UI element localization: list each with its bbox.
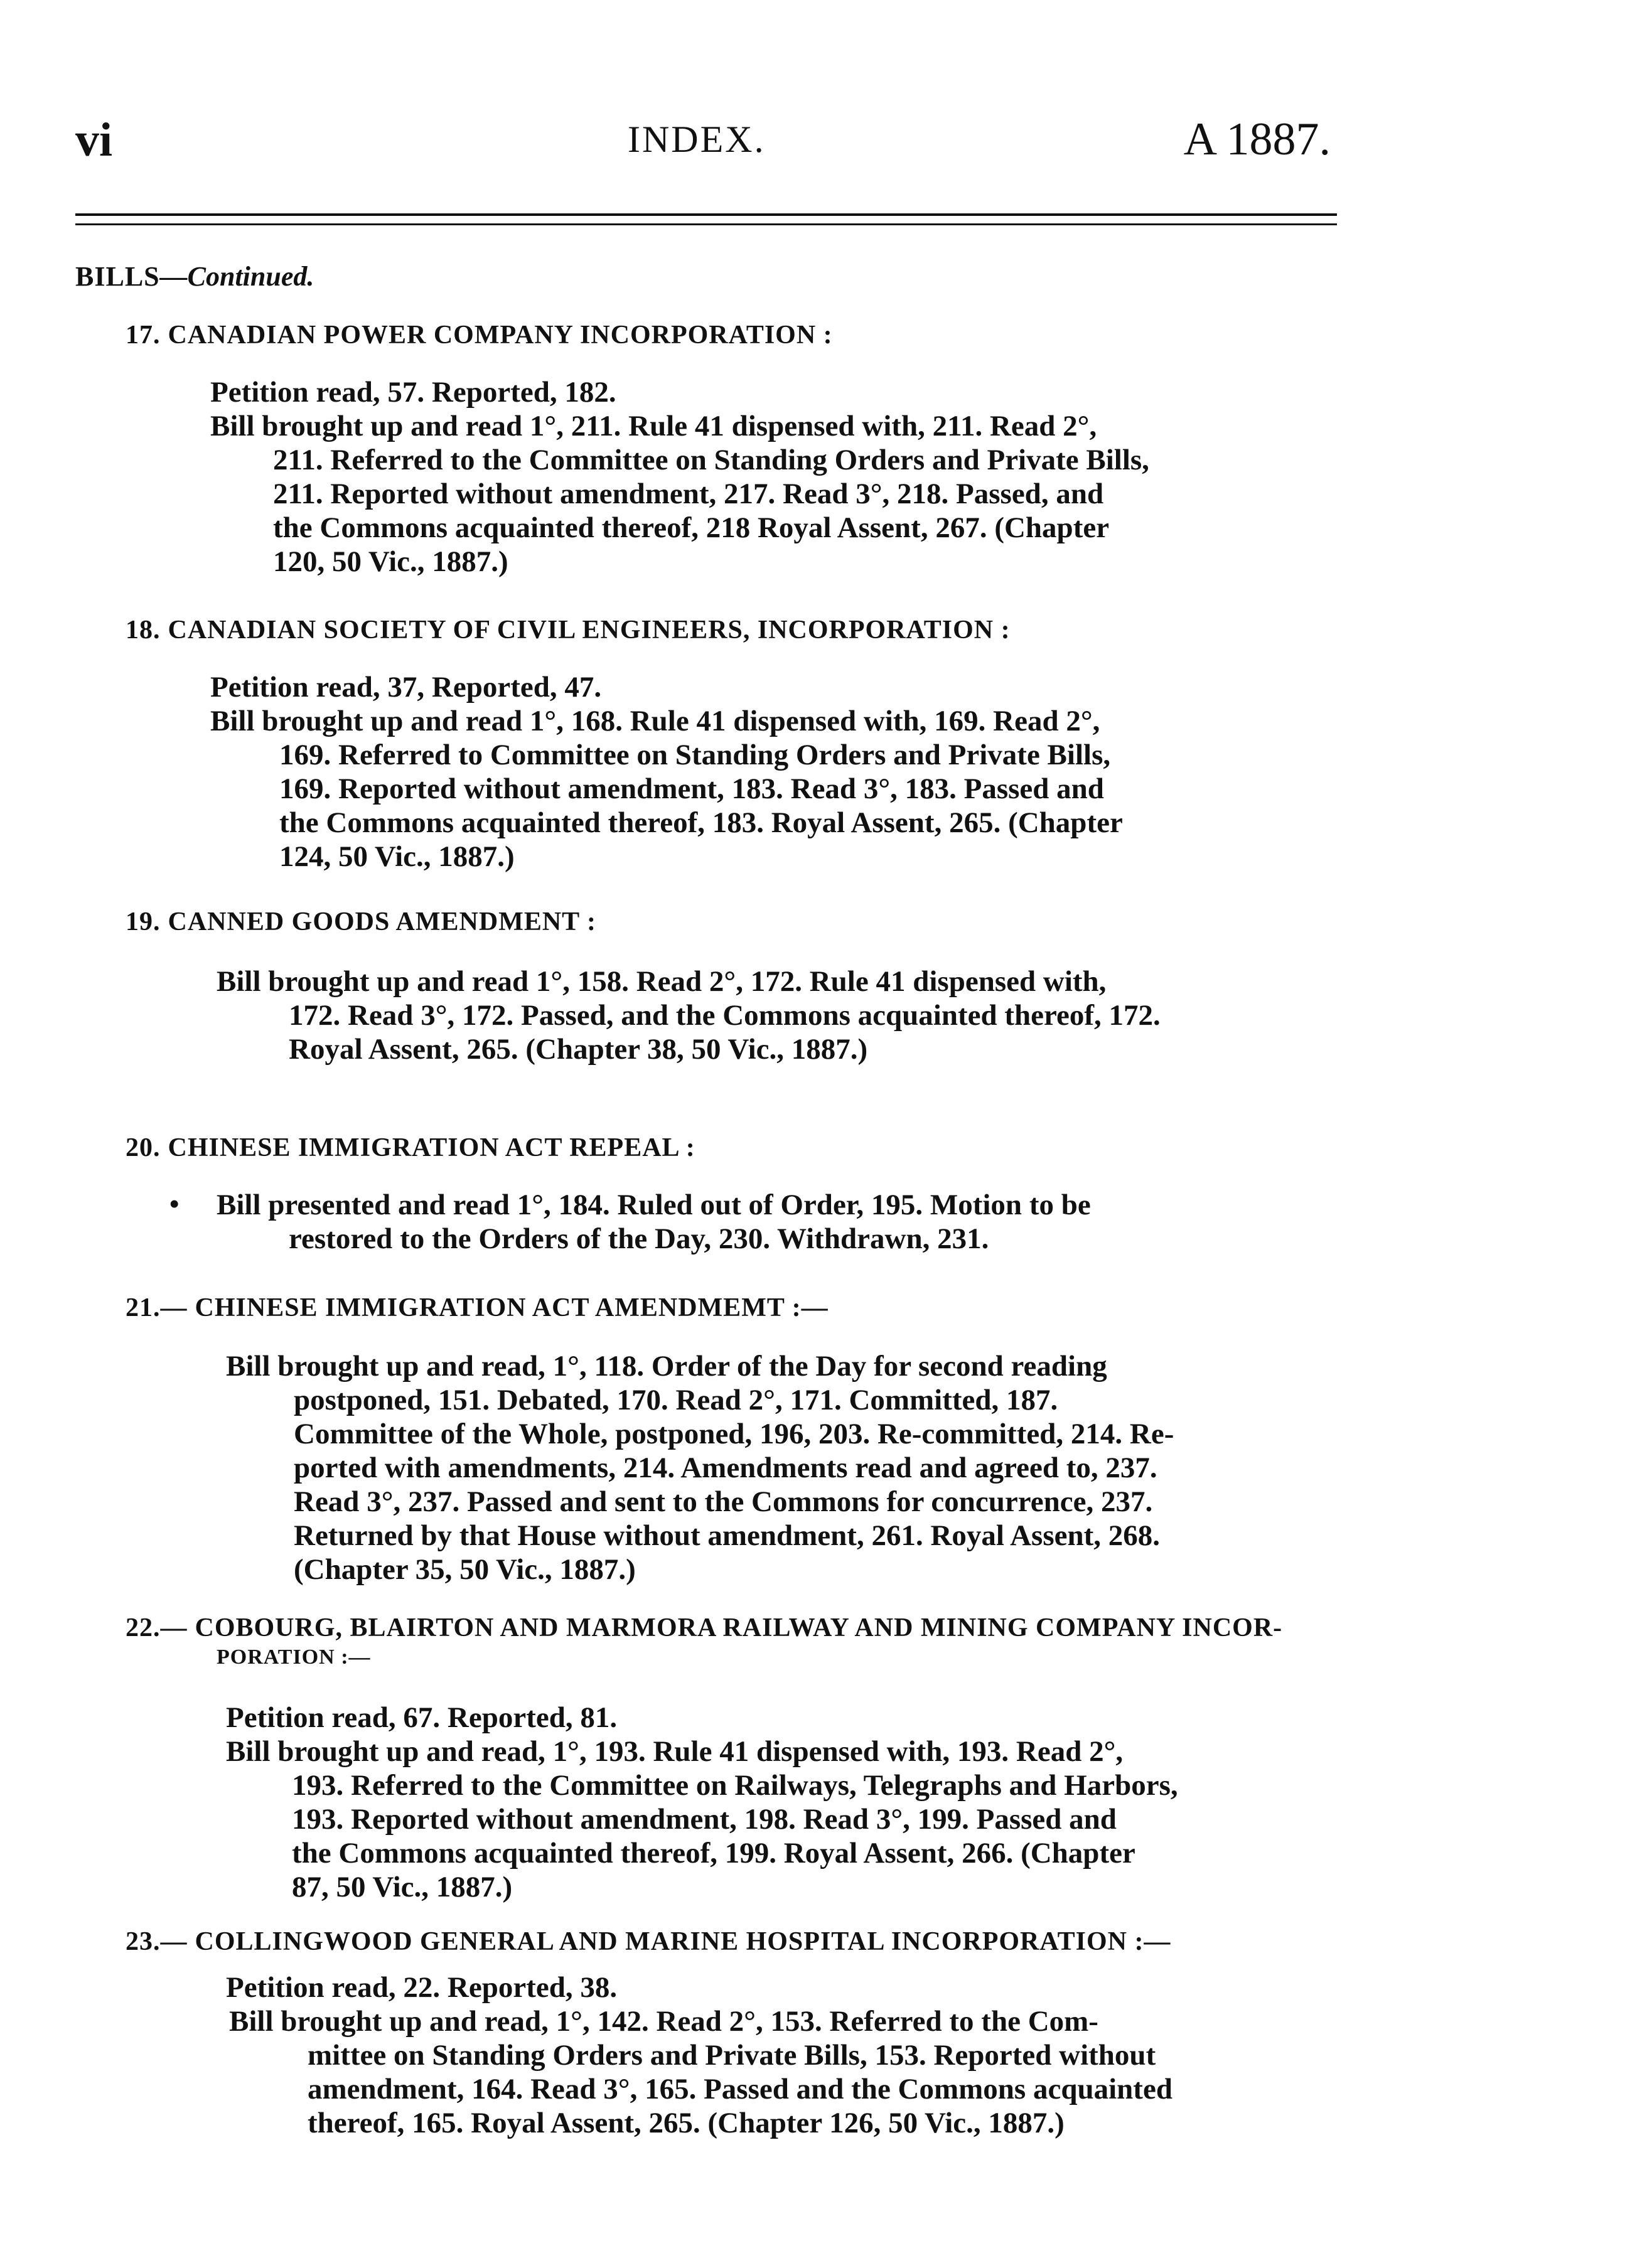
section-name: BILLS: [75, 261, 160, 292]
entry-number: 22.—: [126, 1613, 188, 1642]
entry-line: Petition read, 37, Reported, 47.: [210, 671, 602, 703]
entry-number: 23.—: [126, 1927, 188, 1956]
entry-line: Bill brought up and read, 1°, 193. Rule 41 dispensed with, 193. Read 2°,: [226, 1735, 1124, 1768]
section-heading: [75, 260, 314, 292]
entry-line: 124, 50 Vic., 1887.): [279, 840, 515, 873]
entry-line: ported with amendments, 214. Amendments read and agreed to, 237.: [294, 1452, 1157, 1484]
entry-title-text: CHINESE IMMIGRATION ACT AMENDMEMT :—: [195, 1293, 829, 1322]
entry-number: 19.: [126, 907, 161, 936]
running-title: INDEX.: [628, 119, 766, 160]
entry-line: Petition read, 22. Reported, 38.: [226, 1971, 618, 2004]
bullet-mark: •: [169, 1189, 180, 1219]
entry-line: postponed, 151. Debated, 170. Read 2°, 171. Committed, 187.: [294, 1384, 1058, 1416]
entry-line: Petition read, 57. Reported, 182.: [210, 376, 616, 409]
entry-line: 193. Reported without amendment, 198. Read 3°, 199. Passed and: [292, 1803, 1117, 1836]
entry-line: mittee on Standing Orders and Private Bills, 153. Reported without: [308, 2039, 1156, 2072]
entry-line: Bill presented and read 1°, 184. Ruled out of Order, 195. Motion to be: [217, 1189, 1091, 1221]
entry-title-text: CHINESE IMMIGRATION ACT REPEAL :: [168, 1133, 695, 1162]
year-label: A 1887.: [1183, 114, 1331, 165]
entry-title: [126, 1293, 829, 1323]
entry-line: restored to the Orders of the Day, 230. Withdrawn, 231.: [289, 1222, 989, 1255]
entry-line: the Commons acquainted thereof, 199. Royal Assent, 266. (Chapter: [292, 1837, 1135, 1869]
entry-line: Bill brought up and read 1°, 211. Rule 41 dispensed with, 211. Read 2°,: [210, 410, 1097, 442]
header-rule-top: [75, 213, 1337, 216]
entry-line: Bill brought up and read 1°, 168. Rule 41 dispensed with, 169. Read 2°,: [210, 705, 1100, 737]
entry-line: Royal Assent, 265. (Chapter 38, 50 Vic., 1887.): [289, 1033, 868, 1066]
entry-title: [126, 1133, 695, 1163]
entry-line: 169. Reported without amendment, 183. Read 3°, 183. Passed and: [279, 773, 1104, 805]
entry-line: Petition read, 67. Reported, 81.: [226, 1701, 618, 1734]
entry-line: Bill brought up and read 1°, 158. Read 2°, 172. Rule 41 dispensed with,: [217, 965, 1107, 998]
entry-line: the Commons acquainted thereof, 218 Royal Assent, 267. (Chapter: [273, 511, 1110, 544]
entry-number: 21.—: [126, 1293, 188, 1322]
section-continued: —Continued.: [159, 261, 314, 292]
entry-line: Bill brought up and read, 1°, 118. Order of the Day for second reading: [226, 1350, 1107, 1383]
entry-line: 211. Reported without amendment, 217. Read 3°, 218. Passed, and: [273, 478, 1104, 510]
entry-title-continuation: PORATION :—: [217, 1645, 371, 1669]
entry-number: 18.: [126, 616, 161, 645]
entry-line: the Commons acquainted thereof, 183. Royal Assent, 265. (Chapter: [279, 806, 1123, 839]
entry-line: 193. Referred to the Committee on Railways, Telegraphs and Harbors,: [292, 1769, 1178, 1802]
entry-title: [126, 1613, 1282, 1643]
entry-line: 172. Read 3°, 172. Passed, and the Commons acquainted thereof, 172.: [289, 999, 1161, 1032]
entry-title-text: COLLINGWOOD GENERAL AND MARINE HOSPITAL INCORPORATION :—: [195, 1927, 1171, 1956]
entry-title-text: CANADIAN POWER COMPANY INCORPORATION :: [168, 321, 833, 350]
entry-number: 17.: [126, 321, 161, 350]
entry-title: [126, 1927, 1171, 1957]
page-number: vi: [75, 114, 113, 166]
entry-title: [126, 320, 833, 350]
entry-title-text: CANNED GOODS AMENDMENT :: [168, 907, 596, 936]
entry-line: amendment, 164. Read 3°, 165. Passed and the Commons acquainted: [308, 2073, 1172, 2105]
entry-line: thereof, 165. Royal Assent, 265. (Chapter 126, 50 Vic., 1887.): [308, 2107, 1065, 2139]
header-rule-bottom: [75, 223, 1337, 225]
entry-line: 120, 50 Vic., 1887.): [273, 545, 508, 578]
entry-line: 87, 50 Vic., 1887.): [292, 1871, 513, 1903]
entry-title: [126, 615, 1011, 645]
entry-title: [126, 907, 596, 937]
entry-line: 169. Referred to Committee on Standing Orders and Private Bills,: [279, 739, 1111, 771]
entry-title-text: COBOURG, BLAIRTON AND MARMORA RAILWAY AND MINING COMPANY INCOR-: [195, 1613, 1283, 1642]
entry-line: Returned by that House without amendment, 261. Royal Assent, 268.: [294, 1519, 1161, 1552]
entry-line: (Chapter 35, 50 Vic., 1887.): [294, 1553, 636, 1586]
entry-line: Read 3°, 237. Passed and sent to the Commons for concurrence, 237.: [294, 1485, 1153, 1518]
entry-line: 211. Referred to the Committee on Standing Orders and Private Bills,: [273, 444, 1149, 476]
entry-line: Bill brought up and read, 1°, 142. Read 2°, 153. Referred to the Com-: [229, 2005, 1098, 2038]
page-header: [75, 113, 1331, 188]
entry-line: Committee of the Whole, postponed, 196, 203. Re-committed, 214. Re-: [294, 1418, 1174, 1450]
entry-number: 20.: [126, 1133, 161, 1162]
entry-title-text: CANADIAN SOCIETY OF CIVIL ENGINEERS, INCORPORATION :: [168, 616, 1011, 645]
